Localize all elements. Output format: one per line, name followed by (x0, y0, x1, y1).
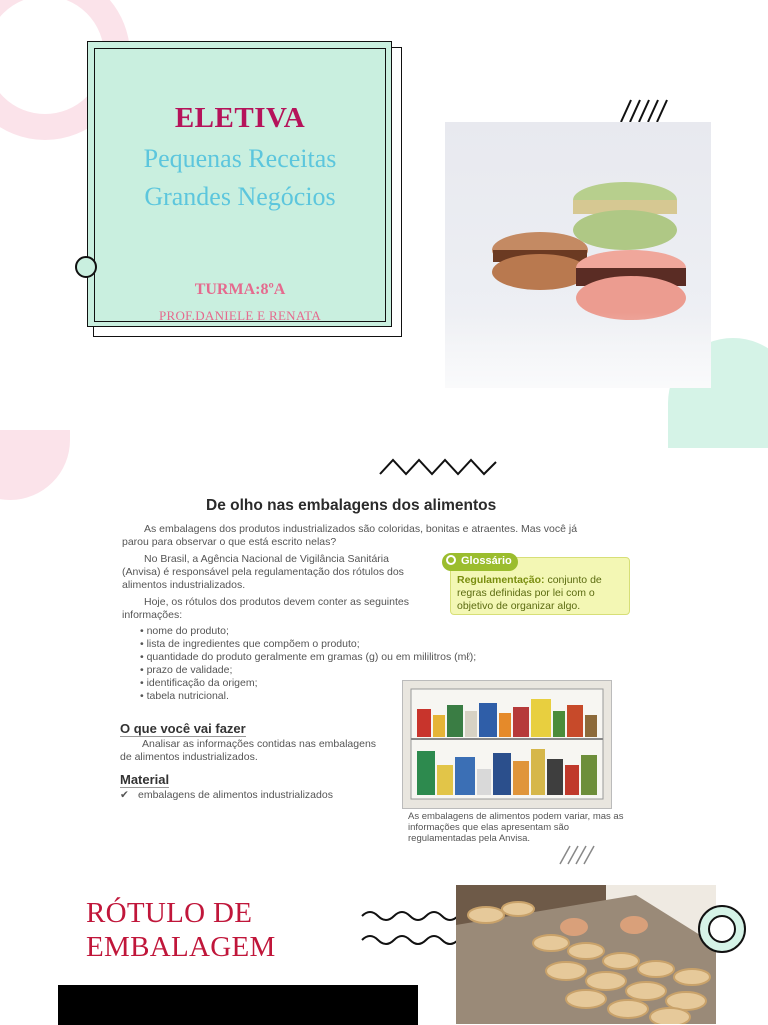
glossary-tag (442, 553, 518, 571)
hatch-lines-decoration-small (558, 842, 602, 866)
glossary-text: conjunto de regras definidas por lei com o objetivo de organizar algo. (457, 574, 602, 612)
list-item-text: identificação da origem; (146, 677, 258, 689)
paragraph-labels: Hoje, os rótulos dos produtos devem conter as seguintes informações: (122, 596, 409, 621)
list-item-text: nome do produto; (146, 625, 229, 637)
pink-half-circle-decoration (0, 430, 70, 500)
eletiva-title: ELETIVA (174, 102, 306, 134)
document-heading: De olho nas embalagens dos alimentos (206, 497, 497, 514)
textbook-page (110, 485, 630, 850)
list-item-text: tabela nutricional. (146, 690, 229, 702)
wavy-lines-decoration (360, 906, 460, 952)
check-icon: ✔ (120, 789, 129, 801)
section-what-heading: O que você vai fazer (120, 721, 246, 736)
subtitle-line-1: Pequenas Receitas (143, 144, 337, 173)
glossary-definition (457, 574, 625, 613)
list-item-text: lista de ingredientes que compõem o produto; (146, 638, 360, 650)
list-item: • prazo de validade; (140, 664, 233, 676)
black-footer-bar (58, 985, 418, 1025)
card-circle-decoration (75, 256, 97, 278)
what-text: Analisar as informações contidas nas embalagens de alimentos industrializados. (120, 738, 377, 763)
rotulo-line-1: RÓTULO DE (86, 897, 253, 929)
macarons-photo (445, 122, 711, 388)
list-item: • lista de ingredientes que compõem o produto; (140, 638, 360, 650)
turma-label: TURMA:8ºA (194, 281, 286, 298)
paragraph-anvisa: No Brasil, a Agência Nacional de Vigilância Sanitária (Anvisa) é responsável pela regulamentação dos rótulos dos alimentos industrializados. (122, 553, 404, 591)
list-item: • tabela nutricional. (140, 690, 229, 702)
list-item: • identificação da origem; (140, 677, 258, 689)
list-item-text: prazo de validade; (146, 664, 233, 676)
glossary-title: Glossário (461, 555, 512, 567)
list-item-text: quantidade do produto geralmente em gramas (g) ou em mililitros (mℓ); (146, 651, 477, 663)
paragraph-intro: As embalagens dos produtos industrializados são coloridas, bonitas e atraentes. Mas você já parou para observar o que está escrito nelas? (122, 523, 578, 548)
zigzag-decoration (378, 456, 498, 476)
rotulo-line-2: EMBALAGEM (86, 931, 276, 963)
glossary-circle-icon (446, 555, 456, 565)
section-material-heading: Material (120, 772, 170, 787)
material-item-text: embalagens de alimentos industrializados (138, 789, 333, 801)
bagels-baker-photo (456, 885, 716, 1024)
ring-inner-decoration (708, 915, 736, 943)
list-item: • nome do produto; (140, 625, 229, 637)
pantry-photo (402, 680, 612, 809)
glossary-term: Regulamentação: (457, 574, 545, 586)
photo-caption: As embalagens de alimentos podem variar, mas as informações que elas apresentam são regulamentadas pela Anvisa. (408, 811, 624, 844)
material-item (120, 789, 360, 802)
subtitle-line-2: Grandes Negócios (144, 182, 336, 211)
list-item: • quantidade do produto geralmente em gramas (g) ou em mililitros (mℓ); (140, 651, 477, 663)
hatch-lines-decoration (617, 98, 673, 124)
rotulo-title (86, 896, 276, 964)
professors-label: PROF.DANIELE E RENATA (158, 308, 322, 323)
